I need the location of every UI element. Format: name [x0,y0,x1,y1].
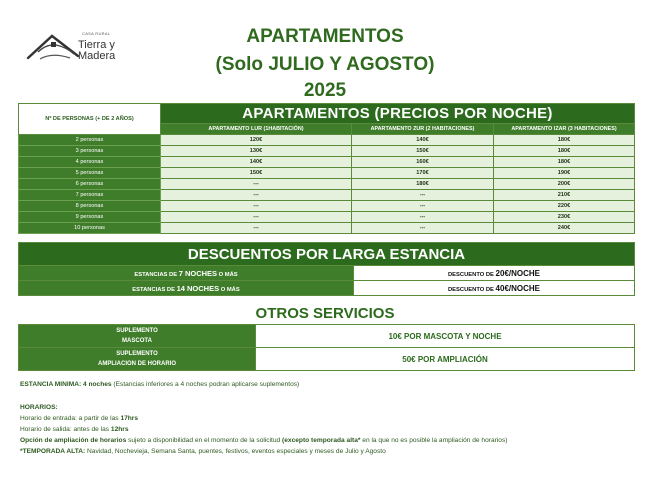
page-title-year: 2025 [303,80,347,101]
prices-header: APARTAMENTOS (PRECIOS POR NOCHE) [161,104,635,124]
checkout-note: Horario de salida: antes de las 12hrs [20,426,129,433]
table-row [19,146,635,157]
service-label-pet: SUPLEMENTO MASCOTA [19,325,256,348]
price-cell: 180€ [494,157,635,168]
extension-note: Opción de ampliación de horarios sujeto a disponibilidad en el momento de la solicitud (excepto temporada alta* en la que no es posible la ampliación de horarios) [20,437,508,444]
table-row [19,190,635,201]
price-rows [19,135,635,234]
price-cell: --- [161,190,352,201]
discounts-header: DESCUENTOS POR LARGA ESTANCIA [19,243,635,266]
high-season-note: *TEMPORADA ALTA: Navidad, Nochevieja, Semana Santa, puentes, festivos, eventos especiales y meses de Julio y Agosto [20,448,386,455]
price-cell: --- [161,212,352,223]
price-cell: 170€ [352,168,494,179]
table-row [19,201,635,212]
table-row [19,223,635,234]
price-cell: 140€ [161,157,352,168]
logo-small-text: CASA RURAL [82,31,111,36]
services-table [18,324,635,371]
price-cell: 140€ [352,135,494,146]
price-cell: 200€ [494,179,635,190]
table-row [19,135,635,146]
service-value-pet: 10€ POR MASCOTA Y NOCHE [256,325,635,348]
row-label: 7 personas [19,190,161,201]
discount-label-14: ESTANCIAS DE 14 NOCHES O MÁS [19,281,354,296]
column-header-zur: APARTAMENTO ZUR (2 HABITACIONES) [352,124,494,135]
checkin-note: Horario de entrada: a partir de las 17hrs [20,415,139,422]
price-cell: 150€ [352,146,494,157]
persons-header: Nº DE PERSONAS (+ DE 2 AÑOS) [19,104,161,135]
price-cell: 180€ [352,179,494,190]
page-title-line1: APARTAMENTOS [246,26,404,47]
price-cell: 120€ [161,135,352,146]
price-cell: --- [161,179,352,190]
row-label: 10 personas [19,223,161,234]
price-cell: 180€ [494,135,635,146]
price-cell: 190€ [494,168,635,179]
price-cell: --- [352,201,494,212]
discount-value-7: DESCUENTO DE 20€/NOCHE [354,266,635,281]
service-value-schedule: 50€ POR AMPLIACIÓN [256,348,635,371]
price-cell: 160€ [352,157,494,168]
table-row [19,168,635,179]
row-label: 8 personas [19,201,161,212]
row-label: 4 personas [19,157,161,168]
price-cell: 240€ [494,223,635,234]
discount-label-7: ESTANCIAS DE 7 NOCHES O MÁS [19,266,354,281]
price-cell: 130€ [161,146,352,157]
price-cell: 180€ [494,146,635,157]
price-cell: 150€ [161,168,352,179]
row-label: 5 personas [19,168,161,179]
row-label: 3 personas [19,146,161,157]
price-cell: --- [352,212,494,223]
table-row [19,179,635,190]
price-cell: 230€ [494,212,635,223]
price-table [18,103,635,234]
logo [26,30,136,70]
price-cell: --- [161,201,352,212]
services-header: OTROS SERVICIOS [255,305,395,322]
row-label: 6 personas [19,179,161,190]
row-label: 9 personas [19,212,161,223]
column-header-lur: APARTAMENTO LUR (1HABITACIÓN) [161,124,352,135]
price-cell: --- [352,223,494,234]
house-logo-icon [26,30,86,70]
discounts-table [18,242,635,296]
min-stay-note: ESTANCIA MINIMA: 4 noches (Estancias inferiores a 4 noches podran aplicarse suplementos) [20,381,300,388]
price-cell: 210€ [494,190,635,201]
price-cell: 220€ [494,201,635,212]
column-header-izar: APARTAMENTO IZAR (3 HABITACIONES) [494,124,635,135]
price-cell: --- [352,190,494,201]
row-label: 2 personas [19,135,161,146]
table-row [19,212,635,223]
page-title-line2: (Solo JULIO Y AGOSTO) [215,54,435,75]
price-cell: --- [161,223,352,234]
discount-value-14: DESCUENTO DE 40€/NOCHE [354,281,635,296]
table-row [19,157,635,168]
service-label-schedule: SUPLEMENTO AMPLIACION DE HORARIO [19,348,256,371]
logo-name: Tierra y Madera [78,39,116,62]
horarios-heading: HORARIOS: [20,404,58,411]
